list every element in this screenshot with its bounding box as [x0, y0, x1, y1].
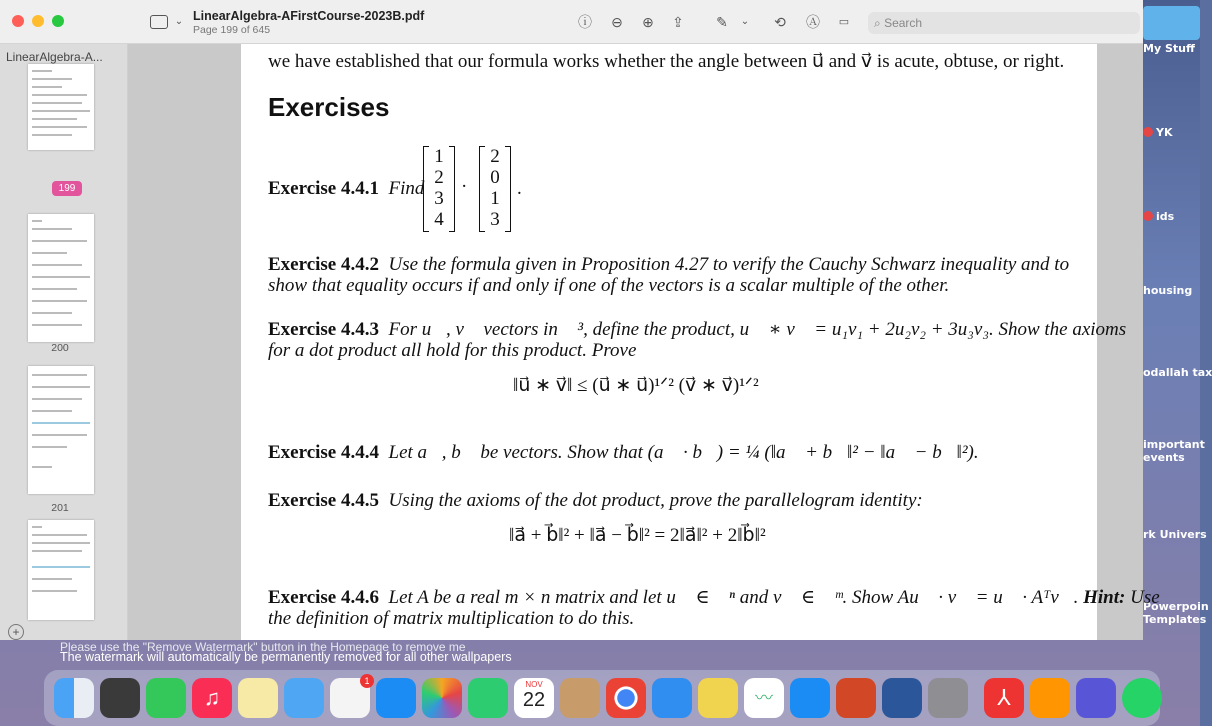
desktop-folder-my-stuff[interactable]: My Stuff	[1143, 6, 1200, 55]
period: .	[517, 178, 522, 199]
parallelogram-formula: ‖a⃗ + b⃗‖² + ‖a⃗ − b⃗‖² = 2‖a⃗‖² + 2‖b⃗‖²	[509, 525, 766, 546]
watermark-line-2: The watermark will automatically be permanently removed for all other wallpapers	[60, 650, 512, 664]
section-heading: Exercises	[268, 92, 390, 122]
window-title: LinearAlgebra-AFirstCourse-2023B.pdf	[193, 9, 425, 23]
exercise-4-4-2-cont: show that equality occurs if and only if one of the vectors is a scalar multiple of the other.	[268, 275, 950, 296]
contacts-icon[interactable]	[560, 678, 600, 718]
books-icon[interactable]	[1030, 678, 1070, 718]
powerpoint-icon[interactable]	[836, 678, 876, 718]
exercise-4-4-3: Exercise 4.4.3 For u⃗, v⃗ vectors in ℝ³, define the product, u⃗ ∗ v⃗ = u₁v₁ + 2u₂v₂ + 3u₃v₃. Show the axioms	[268, 319, 1127, 340]
page-thumbnail-199[interactable]	[28, 64, 94, 150]
stickies-icon[interactable]	[698, 678, 738, 718]
desktop-folder-ids[interactable]: ids	[1143, 210, 1200, 223]
red-tag-icon	[1143, 211, 1153, 221]
desktop-file-tax[interactable]: odallah tax	[1143, 366, 1212, 379]
watermark-line-1: Please use the "Remove Watermark" button in the Homepage to remove me	[60, 640, 466, 654]
rotate-icon[interactable]: ⟲	[774, 14, 786, 30]
search-icon: ⌕	[874, 16, 885, 30]
close-button[interactable]	[12, 15, 24, 27]
desktop-folder-housing[interactable]: housing	[1143, 284, 1193, 297]
vector-matrix-1: 1 2 3 4	[423, 146, 455, 232]
music-icon[interactable]: ♫	[192, 678, 232, 718]
chevron-down-icon[interactable]: ⌄	[174, 16, 184, 27]
whatsapp-icon[interactable]	[1122, 678, 1162, 718]
chrome-icon[interactable]	[606, 678, 646, 718]
dot-operator: ·	[461, 176, 468, 197]
desktop-folder-powerpoint[interactable]: Powerpoin Templates	[1143, 600, 1209, 626]
facetime-icon[interactable]	[468, 678, 508, 718]
add-icon[interactable]: +	[8, 624, 24, 640]
page-number-label: 200	[51, 342, 69, 354]
exercise-4-4-3-cont: for a dot product all hold for this product. Prove	[268, 340, 637, 361]
form-fill-icon[interactable]: ▭	[838, 16, 850, 28]
zoom-button[interactable]	[52, 15, 64, 27]
page-thumbnail-202[interactable]	[28, 520, 94, 620]
exercise-4-4-4: Exercise 4.4.4 Let a⃗, b⃗ be vectors. Show that (a⃗ · b⃗) = ¼ (‖a⃗ + b⃗‖² − ‖a⃗ − b⃗‖²).	[268, 442, 979, 463]
search-input[interactable]: ⌕ Search	[868, 12, 1140, 34]
exercise-4-4-6: Exercise 4.4.6 Let A be a real m × n matrix and let u⃗ ∈ ℝⁿ and v⃗ ∈ ℝᵐ. Show Au⃗ · v⃗ = u⃗ · Aᵀv⃗. Hint: Use	[268, 587, 1160, 608]
mail-icon[interactable]	[284, 678, 324, 718]
desktop-folder-yk[interactable]: YK	[1143, 126, 1200, 139]
page-indicator: Page 199 of 645	[193, 24, 271, 36]
photos-icon[interactable]	[422, 678, 462, 718]
sidebar-title: LinearAlgebra-A...	[6, 50, 103, 64]
notification-badge: 1	[360, 674, 374, 688]
finder-icon[interactable]	[54, 678, 94, 718]
minimize-button[interactable]	[32, 15, 44, 27]
cauchy-schwarz-formula: ‖u⃗ ∗ v⃗‖ ≤ (u⃗ ∗ u⃗)¹ᐟ² (v⃗ ∗ v⃗)¹ᐟ²	[513, 375, 759, 396]
exercise-4-4-6-cont: the definition of matrix multiplication to do this.	[268, 608, 635, 629]
safari-icon[interactable]	[652, 678, 692, 718]
current-page-badge: 199	[52, 181, 82, 196]
exercise-4-4-5: Exercise 4.4.5 Using the axioms of the dot product, prove the parallelogram identity:	[268, 490, 923, 511]
dock	[44, 670, 1160, 726]
exercise-4-4-2: Exercise 4.4.2 Use the formula given in Proposition 4.27 to verify the Cauchy Schwarz inequality and to	[268, 254, 1070, 275]
chevron-down-icon[interactable]: ⌄	[740, 16, 750, 27]
app-store-icon[interactable]	[376, 678, 416, 718]
thumbnail-sidebar	[0, 44, 128, 640]
zoom-out-icon[interactable]: ⊖	[611, 14, 623, 30]
messages-icon[interactable]	[146, 678, 186, 718]
calendar-icon[interactable]: NOV 22	[514, 678, 554, 718]
settings-icon[interactable]	[928, 678, 968, 718]
sidebar-toggle-icon[interactable]	[150, 15, 168, 29]
info-icon[interactable]: ⓘ	[578, 14, 592, 30]
zoom-in-icon[interactable]: ⊕	[642, 14, 654, 30]
page-thumbnail-200[interactable]	[28, 214, 94, 342]
markup-pen-icon[interactable]: ✎	[716, 14, 728, 30]
launchpad-icon[interactable]	[100, 678, 140, 718]
vector-matrix-2: 2 0 1 3	[479, 146, 511, 232]
annotate-icon[interactable]: Ⓐ	[806, 14, 820, 30]
desktop-folder-university[interactable]: rk Univers	[1143, 528, 1207, 541]
folder-icon	[1143, 6, 1200, 40]
share-icon[interactable]: ⇪	[672, 14, 684, 30]
page-number-label: 201	[51, 502, 69, 514]
titlebar	[0, 0, 1143, 44]
exercise-4-4-1: Exercise 4.4.1 Find	[268, 178, 425, 199]
page-thumbnail-201[interactable]	[28, 366, 94, 494]
xcode-icon[interactable]	[790, 678, 830, 718]
freeform-icon[interactable]: 〰	[744, 678, 784, 718]
pen-tool-icon[interactable]	[1076, 678, 1116, 718]
red-tag-icon	[1143, 127, 1153, 137]
document-view[interactable]	[128, 44, 1160, 640]
pdf-page	[241, 44, 1160, 640]
acrobat-icon[interactable]: ⅄	[984, 678, 1024, 718]
reminders-icon[interactable]	[330, 678, 370, 718]
notes-icon[interactable]	[238, 678, 278, 718]
word-icon[interactable]	[882, 678, 922, 718]
body-text: we have established that our formula works whether the angle between u⃗ and v⃗ is acute, obtuse, or right.	[268, 51, 1065, 72]
desktop-file-events[interactable]: important events	[1143, 438, 1205, 464]
